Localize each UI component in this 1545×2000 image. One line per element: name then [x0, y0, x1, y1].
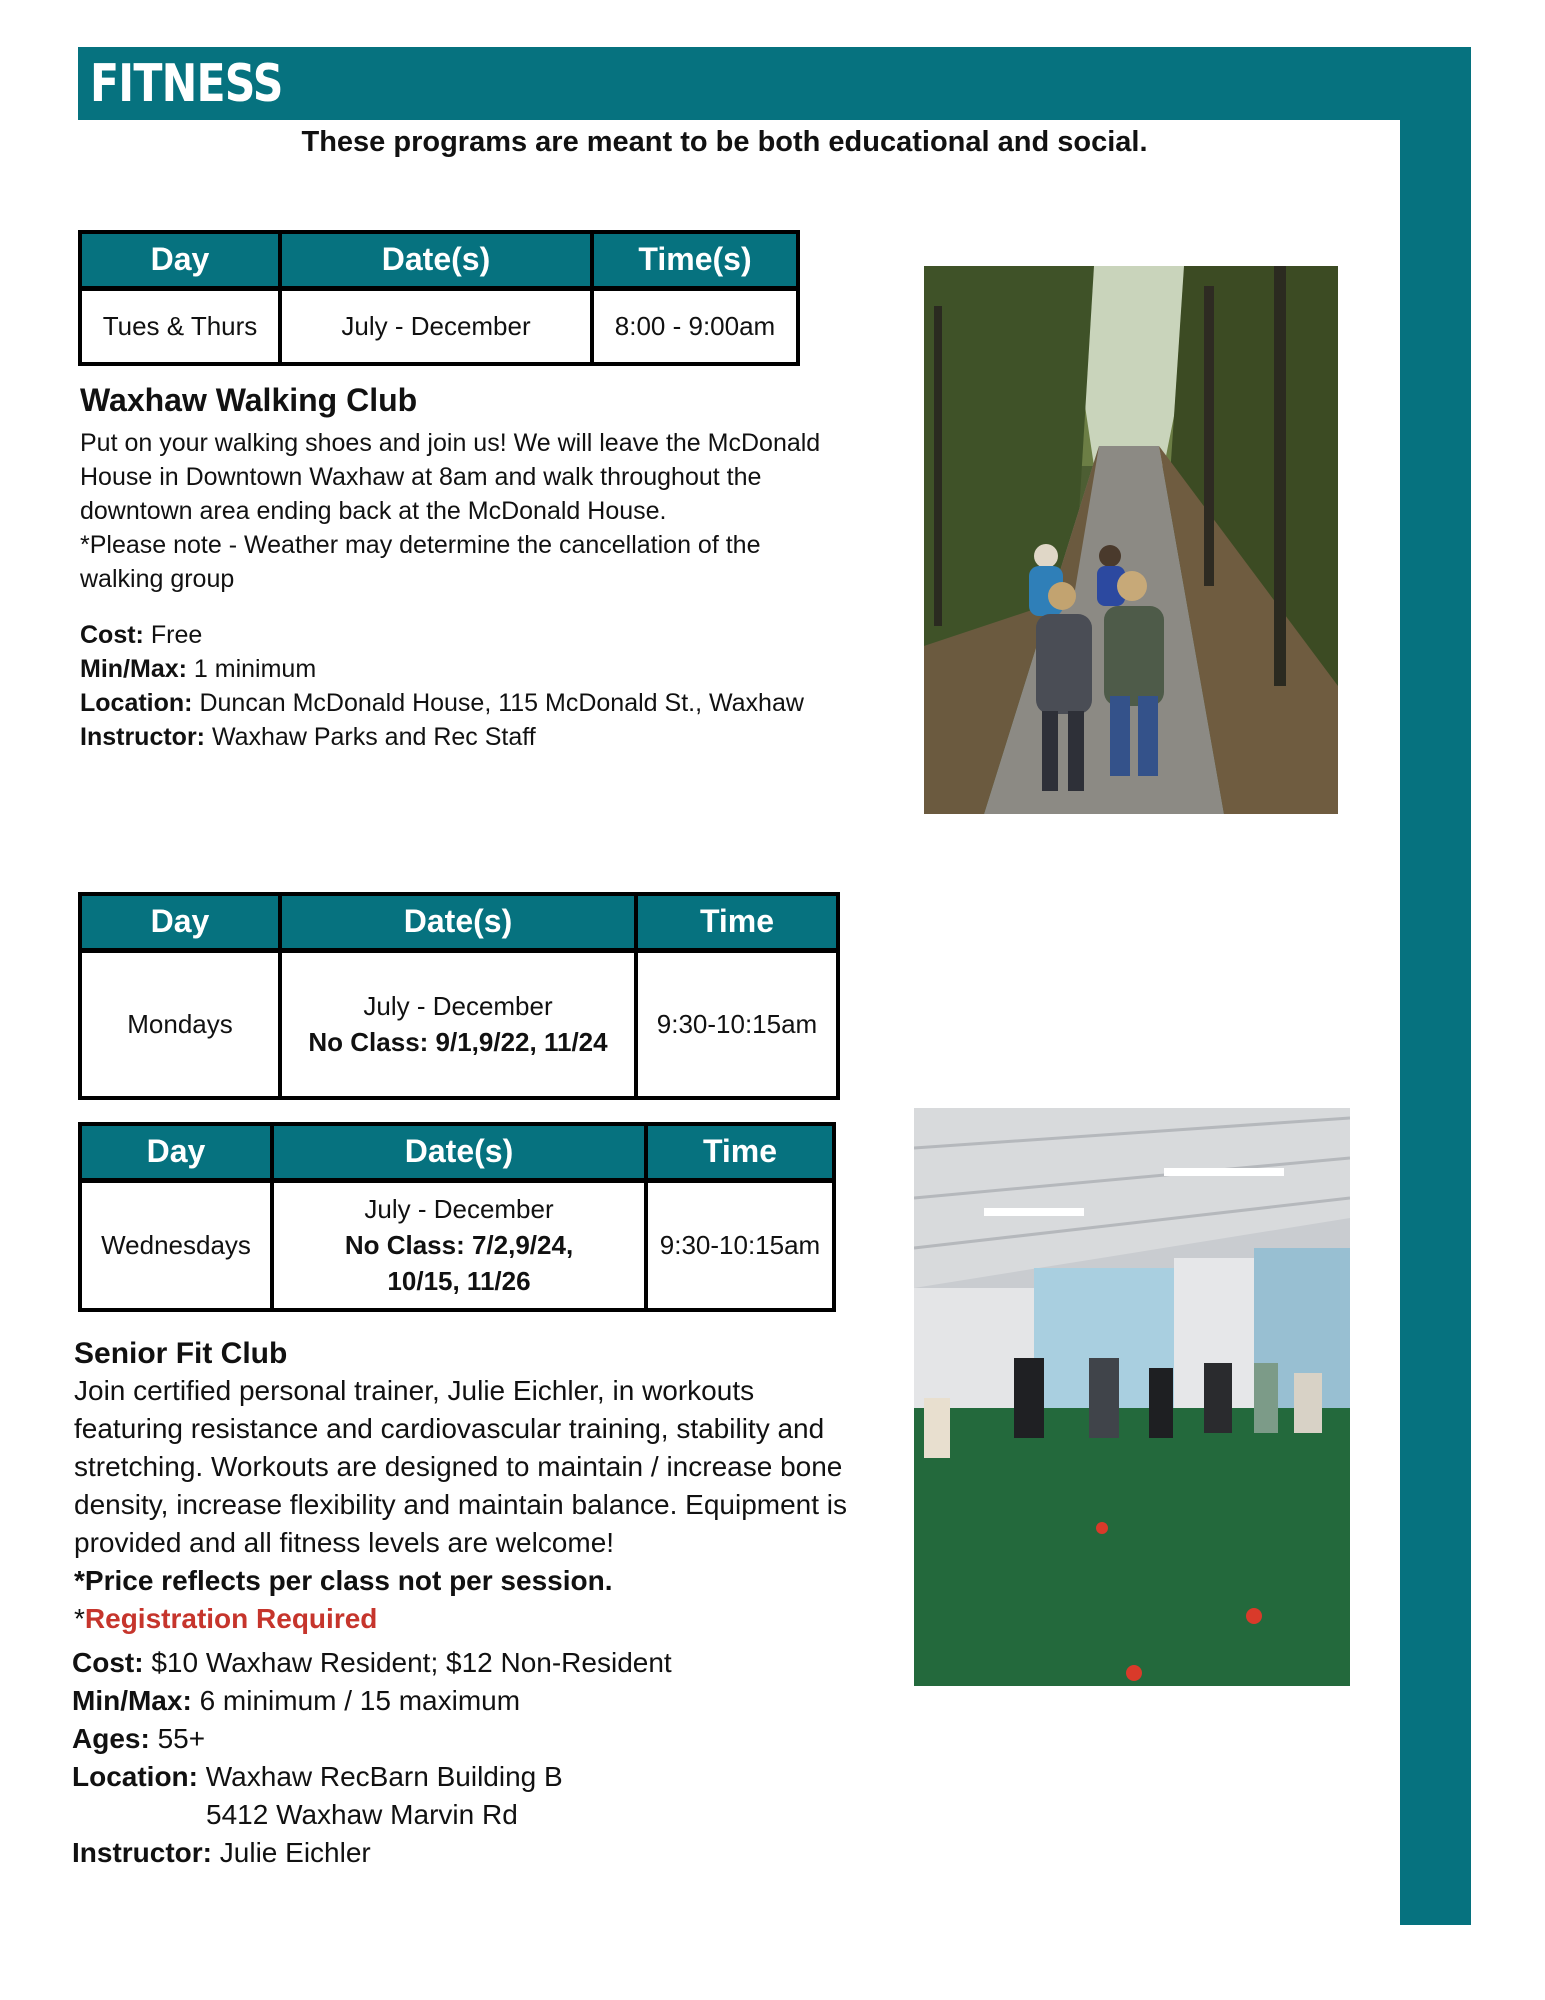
schedule-dates: July - December: [280, 288, 592, 364]
header-bar: [78, 47, 1471, 120]
senior-fit-photo: [914, 1108, 1350, 1686]
detail-location: Location: Waxhaw RecBarn Building B: [72, 1761, 563, 1792]
page-title: FITNESS: [90, 54, 283, 114]
senior-fit-title: Senior Fit Club: [74, 1337, 288, 1370]
schedule-dates: July - December No Class: 7/2,9/24, 10/15, 11/26: [272, 1180, 646, 1310]
detail-cost: Cost: Free: [80, 621, 203, 649]
table-header-time: Time(s): [592, 232, 798, 288]
detail-min-max: Min/Max: 6 minimum / 15 maximum: [72, 1685, 521, 1716]
table-header-time: Time: [646, 1124, 834, 1180]
table-header-day: Day: [80, 1124, 272, 1180]
senior-details: [72, 1644, 902, 1872]
table-header-dates: Date(s): [272, 1124, 646, 1180]
price-note: *Price reflects per class not per session.: [74, 1565, 613, 1596]
registration-note: *Registration Required: [74, 1603, 378, 1634]
schedule-day: Tues & Thurs: [80, 288, 280, 364]
detail-location-line2: 5412 Waxhaw Marvin Rd: [206, 1799, 518, 1830]
detail-ages: Ages: 55+: [72, 1723, 206, 1754]
schedule-time: 9:30-10:15am: [636, 950, 838, 1098]
schedule-time: 9:30-10:15am: [646, 1180, 834, 1310]
senior-description: Join certified personal trainer, Julie Eichler, in workouts featuring resistance and cardiovascular training, stability and stretching. Workouts are designed to maintain / increase bone density, increase flexibility and maintain balance. Equipment is provided and all fitness levels are welcome! *Price reflects per class not per session. *Registration Required: [74, 1372, 904, 1638]
page-subtitle: These programs are meant to be both educational and social.: [301, 126, 1148, 158]
schedule-time: 8:00 - 9:00am: [592, 288, 798, 364]
detail-instructor: Instructor: Julie Eichler: [72, 1837, 371, 1868]
wednesdays-schedule-table: [78, 1122, 836, 1312]
walking-club-title: Waxhaw Walking Club: [80, 382, 418, 418]
detail-instructor: Instructor: Waxhaw Parks and Rec Staff: [80, 723, 536, 751]
table-header-dates: Date(s): [280, 894, 636, 950]
schedule-dates: July - December No Class: 9/1,9/22, 11/24: [280, 950, 636, 1098]
table-header-time: Time: [636, 894, 838, 950]
walking-group-photo: [924, 266, 1338, 814]
table-header-day: Day: [80, 232, 280, 288]
detail-min-max: Min/Max: 1 minimum: [80, 655, 317, 683]
table-header-day: Day: [80, 894, 280, 950]
walking-details: [80, 618, 920, 754]
schedule-day: Wednesdays: [80, 1180, 272, 1310]
side-accent-bar: [1400, 120, 1471, 1925]
schedule-day: Mondays: [80, 950, 280, 1098]
detail-location: Location: Duncan McDonald House, 115 McDonald St., Waxhaw: [80, 689, 804, 717]
mondays-schedule-table: [78, 892, 840, 1100]
detail-cost: Cost: $10 Waxhaw Resident; $12 Non-Resident: [72, 1647, 672, 1678]
walking-schedule-table: [78, 230, 800, 366]
table-header-dates: Date(s): [280, 232, 592, 288]
walking-description: Put on your walking shoes and join us! We will leave the McDonald House in Downtown Waxhaw at 8am and walk throughout the downtown area ending back at the McDonald House. *Please note - Weather may determine the cancellation of the walking group: [80, 429, 821, 593]
